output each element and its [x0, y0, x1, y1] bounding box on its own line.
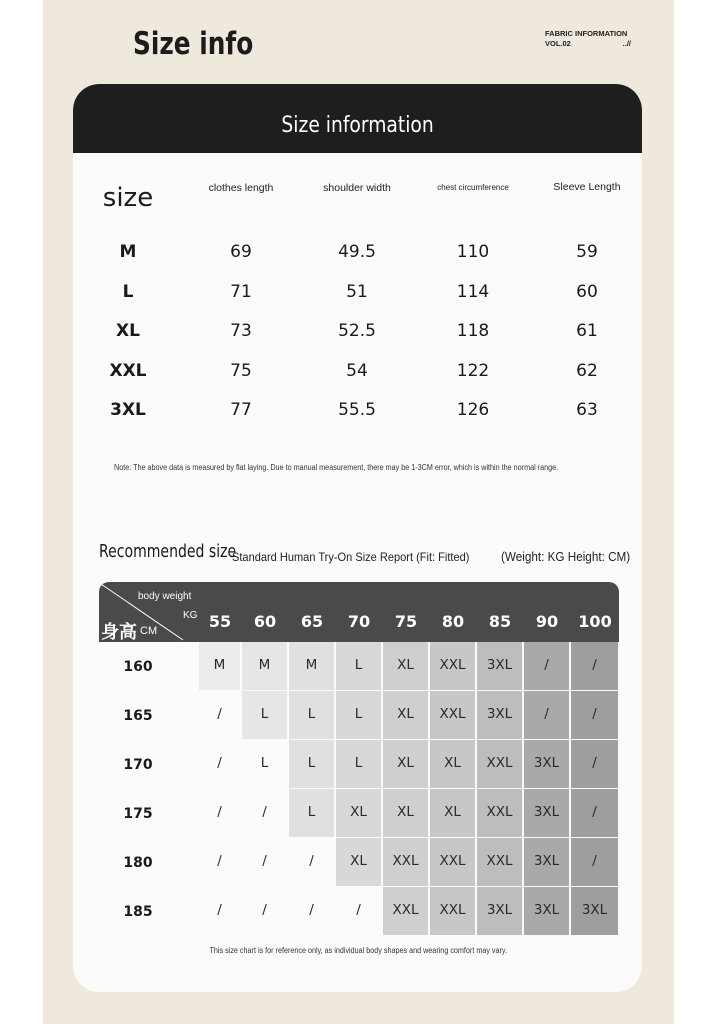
- grid-cell: /: [199, 691, 240, 739]
- grid-cell: /: [289, 838, 334, 886]
- footer-note: This size chart is for reference only, as individual body shapes and wearing comfort may vary.: [209, 946, 507, 955]
- units-label: (Weight: KG Height: CM): [501, 549, 631, 564]
- grid-cell: XL: [383, 740, 428, 788]
- height-row-label: 180: [123, 855, 153, 871]
- grid-cell: 3XL: [477, 691, 522, 739]
- grid-cell: /: [524, 642, 569, 690]
- weight-header: 100: [578, 612, 612, 631]
- grid-cell: L: [336, 691, 381, 739]
- table-cell: 54: [346, 361, 368, 381]
- grid-cell: XXL: [430, 838, 475, 886]
- weight-header: 90: [535, 612, 559, 631]
- height-axis-label: 身高: [101, 622, 137, 642]
- grid-cell: /: [199, 838, 240, 886]
- grid-cell: XL: [430, 789, 475, 837]
- grid-cell: L: [289, 691, 334, 739]
- size-card-title: Size information: [281, 113, 434, 138]
- grid-cell: XXL: [430, 887, 475, 935]
- table-cell: 71: [230, 282, 252, 302]
- grid-cell: /: [571, 691, 618, 739]
- table-cell: 52.5: [338, 321, 376, 341]
- grid-cell: /: [571, 838, 618, 886]
- size-column-header: size: [102, 183, 154, 213]
- grid-cell: L: [242, 740, 287, 788]
- grid-cell: /: [571, 642, 618, 690]
- weight-header: 85: [488, 612, 512, 631]
- column-header: chest circumference: [437, 183, 509, 192]
- grid-cell: /: [571, 740, 618, 788]
- weight-header: 60: [253, 612, 277, 631]
- size-label: XL: [116, 321, 140, 341]
- grid-cell: XL: [430, 740, 475, 788]
- column-header: shoulder width: [323, 182, 391, 194]
- recommended-subtitle: Standard Human Try-On Size Report (Fit: Fitted): [232, 550, 470, 564]
- height-row-label: 175: [123, 806, 153, 822]
- size-label: 3XL: [110, 400, 146, 420]
- table-cell: 61: [576, 321, 598, 341]
- grid-cell: XXL: [430, 642, 475, 690]
- table-cell: 59: [576, 242, 598, 262]
- grid-cell: XXL: [383, 838, 428, 886]
- table-cell: 110: [456, 242, 490, 262]
- height-row-label: 170: [123, 757, 153, 773]
- height-row-label: 185: [123, 904, 153, 920]
- table-cell: 73: [230, 321, 252, 341]
- table-cell: 122: [456, 361, 490, 381]
- grid-cell: /: [199, 740, 240, 788]
- table-cell: 75: [230, 361, 252, 381]
- grid-cell: XXL: [477, 740, 522, 788]
- grid-cell: /: [336, 887, 381, 935]
- grid-cell: /: [199, 789, 240, 837]
- fabric-info-label: FABRIC INFORMATION: [545, 29, 628, 38]
- size-label: M: [119, 242, 137, 262]
- table-cell: 126: [456, 400, 490, 420]
- table-cell: 114: [456, 282, 490, 302]
- grid-cell: M: [289, 642, 334, 690]
- grid-cell: 3XL: [524, 740, 569, 788]
- weight-unit-label: KG: [183, 610, 198, 621]
- grid-cell: L: [336, 740, 381, 788]
- grid-cell: /: [524, 691, 569, 739]
- grid-cell: XL: [383, 691, 428, 739]
- table-cell: 77: [230, 400, 252, 420]
- weight-header: 55: [208, 612, 232, 631]
- size-label: XXL: [109, 361, 147, 381]
- grid-cell: 3XL: [524, 789, 569, 837]
- grid-cell: XL: [383, 642, 428, 690]
- table-cell: 69: [230, 242, 252, 262]
- column-header: Sleeve Length: [553, 181, 621, 193]
- grid-cell: M: [242, 642, 287, 690]
- table-cell: 60: [576, 282, 598, 302]
- grid-cell: M: [199, 642, 240, 690]
- weight-axis-label: body weight: [138, 591, 192, 602]
- weight-header: 75: [394, 612, 418, 631]
- page-title: Size info: [133, 26, 254, 62]
- column-header: clothes length: [208, 182, 274, 194]
- grid-cell: XL: [336, 838, 381, 886]
- fabric-vol: VOL.02: [545, 39, 571, 48]
- grid-cell: /: [242, 789, 287, 837]
- weight-header: 80: [441, 612, 465, 631]
- grid-cell: /: [242, 887, 287, 935]
- grid-cell: /: [289, 887, 334, 935]
- table-cell: 118: [456, 321, 490, 341]
- grid-cell: /: [571, 789, 618, 837]
- grid-cell: L: [289, 740, 334, 788]
- grid-cell: XL: [336, 789, 381, 837]
- table-cell: 51: [346, 282, 368, 302]
- grid-cell: XXL: [477, 789, 522, 837]
- height-row-label: 160: [123, 659, 153, 675]
- weight-header: 65: [300, 612, 324, 631]
- grid-cell: 3XL: [524, 887, 569, 935]
- grid-cell: L: [289, 789, 334, 837]
- size-label: L: [122, 282, 134, 302]
- weight-header: 70: [347, 612, 371, 631]
- grid-cell: /: [242, 838, 287, 886]
- grid-cell: 3XL: [477, 642, 522, 690]
- grid-cell: XXL: [383, 887, 428, 935]
- grid-cell: XXL: [477, 838, 522, 886]
- fabric-info: [545, 29, 631, 49]
- recommended-title: Recommended size: [99, 541, 237, 562]
- height-row-label: 165: [123, 708, 153, 724]
- grid-cell: XL: [383, 789, 428, 837]
- grid-cell: L: [336, 642, 381, 690]
- table-cell: 49.5: [338, 242, 376, 262]
- grid-cell: XXL: [430, 691, 475, 739]
- grid-cell: 3XL: [524, 838, 569, 886]
- fabric-mark: ..//: [622, 39, 631, 48]
- table-cell: 62: [576, 361, 598, 381]
- measurement-note: Note: The above data is measured by flat laying. Due to manual measurement, there may be 1-3CM error, which is within the normal range.: [114, 463, 559, 472]
- grid-cell: L: [242, 691, 287, 739]
- grid-cell: /: [199, 887, 240, 935]
- table-cell: 63: [576, 400, 598, 420]
- table-cell: 55.5: [338, 400, 376, 420]
- grid-cell: 3XL: [477, 887, 522, 935]
- height-unit-label: CM: [140, 625, 158, 637]
- grid-cell: 3XL: [571, 887, 618, 935]
